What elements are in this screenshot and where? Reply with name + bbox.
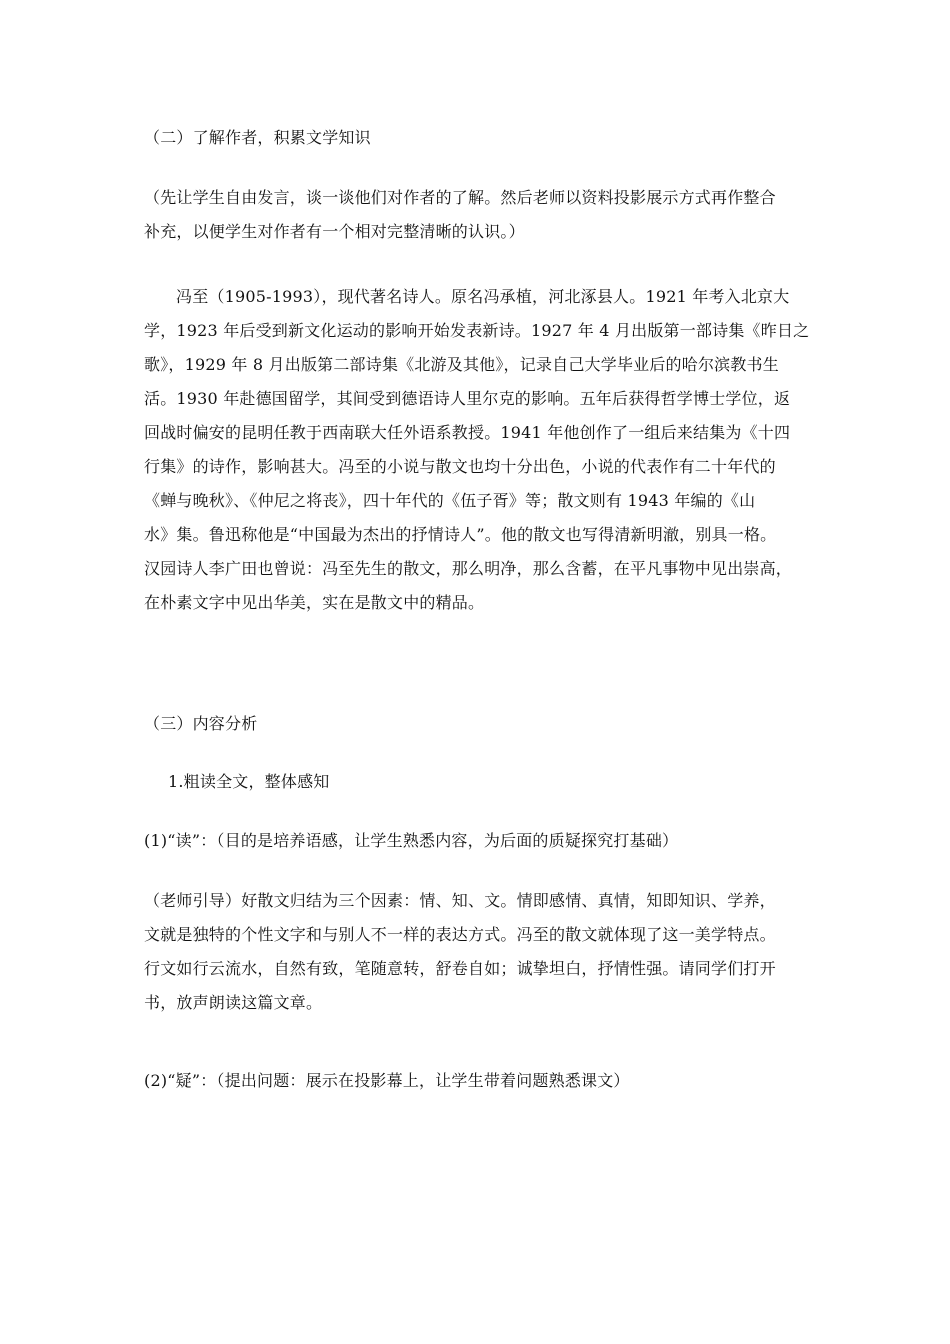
author-bio-line: 活。1930 年赴德国留学，其间受到德语诗人里尔克的影响。五年后获得哲学博士学位，返 (144, 389, 791, 408)
question-item-text: (2)“疑”：（提出问题：展示在投影幕上，让学生带着问题熟悉课文） (144, 1071, 630, 1090)
author-bio-line: 歌》，1929 年 8 月出版第二部诗集《北游及其他》，记录自己大学毕业后的哈尔滨教书生 (144, 355, 779, 374)
teacher-guide-paragraph (144, 884, 824, 1020)
author-bio-line: 学，1923 年后受到新文化运动的影响开始发表新诗。1927 年 4 月出版第一部诗集《昨日之 (144, 321, 810, 340)
author-bio-line: 汉园诗人李广田也曾说：冯至先生的散文，那么明净，那么含蓄，在平凡事物中见出崇高， (144, 559, 793, 578)
author-bio-line: 《蝉与晚秋》、《仲尼之将丧》，四十年代的《伍子胥》等；散文则有 1943 年编的《山 (144, 491, 756, 510)
question-item (144, 1064, 824, 1098)
section2-heading (144, 121, 824, 155)
teacher-guide-line: 书，放声朗读这篇文章。 (144, 993, 323, 1012)
section2-note (144, 181, 824, 249)
section2-heading-text: （二）了解作者，积累文学知识 (144, 128, 371, 147)
author-bio-line: 行集》的诗作，影响甚大。冯至的小说与散文也均十分出色，小说的代表作有二十年代的 (144, 457, 776, 476)
subsection1-heading (144, 765, 848, 799)
teacher-guide-line: （老师引导）好散文归结为三个因素：情、知、文。情即感情、真情，知即知识、学养， (144, 891, 776, 910)
teacher-guide-line: 行文如行云流水，自然有致，笔随意转，舒卷自如；诚挚坦白，抒情性强。请同学们打开 (144, 959, 776, 978)
author-bio-line: 水》集。鲁迅称他是“中国最为杰出的抒情诗人”。他的散文也写得清新明澈，别具一格。 (144, 525, 777, 544)
section3-heading (144, 707, 824, 741)
author-bio-line: 在朴素文字中见出华美，实在是散文中的精品。 (144, 593, 485, 612)
section3-heading-text: （三）内容分析 (144, 714, 258, 733)
author-bio-line: 冯至（1905-1993），现代著名诗人。原名冯承植，河北涿县人。1921 年考入北京大 (176, 287, 790, 306)
section2-note-line: （先让学生自由发言，谈一谈他们对作者的了解。然后老师以资料投影展示方式再作整合 (144, 188, 776, 207)
section2-note-line: 补充，以便学生对作者有一个相对完整清晰的认识。） (144, 222, 525, 241)
teacher-guide-line: 文就是独特的个性文字和与别人不一样的表达方式。冯至的散文就体现了这一美学特点。 (144, 925, 776, 944)
read-item (144, 824, 824, 858)
author-bio-line: 回战时偏安的昆明任教于西南联大任外语系教授。1941 年他创作了一组后来结集为《十四 (144, 423, 791, 442)
subsection1-heading-text: 1.粗读全文，整体感知 (168, 772, 330, 791)
read-item-text: (1)“读”：（目的是培养语感，让学生熟悉内容，为后面的质疑探究打基础） (144, 831, 679, 850)
author-bio-paragraph (144, 280, 824, 620)
